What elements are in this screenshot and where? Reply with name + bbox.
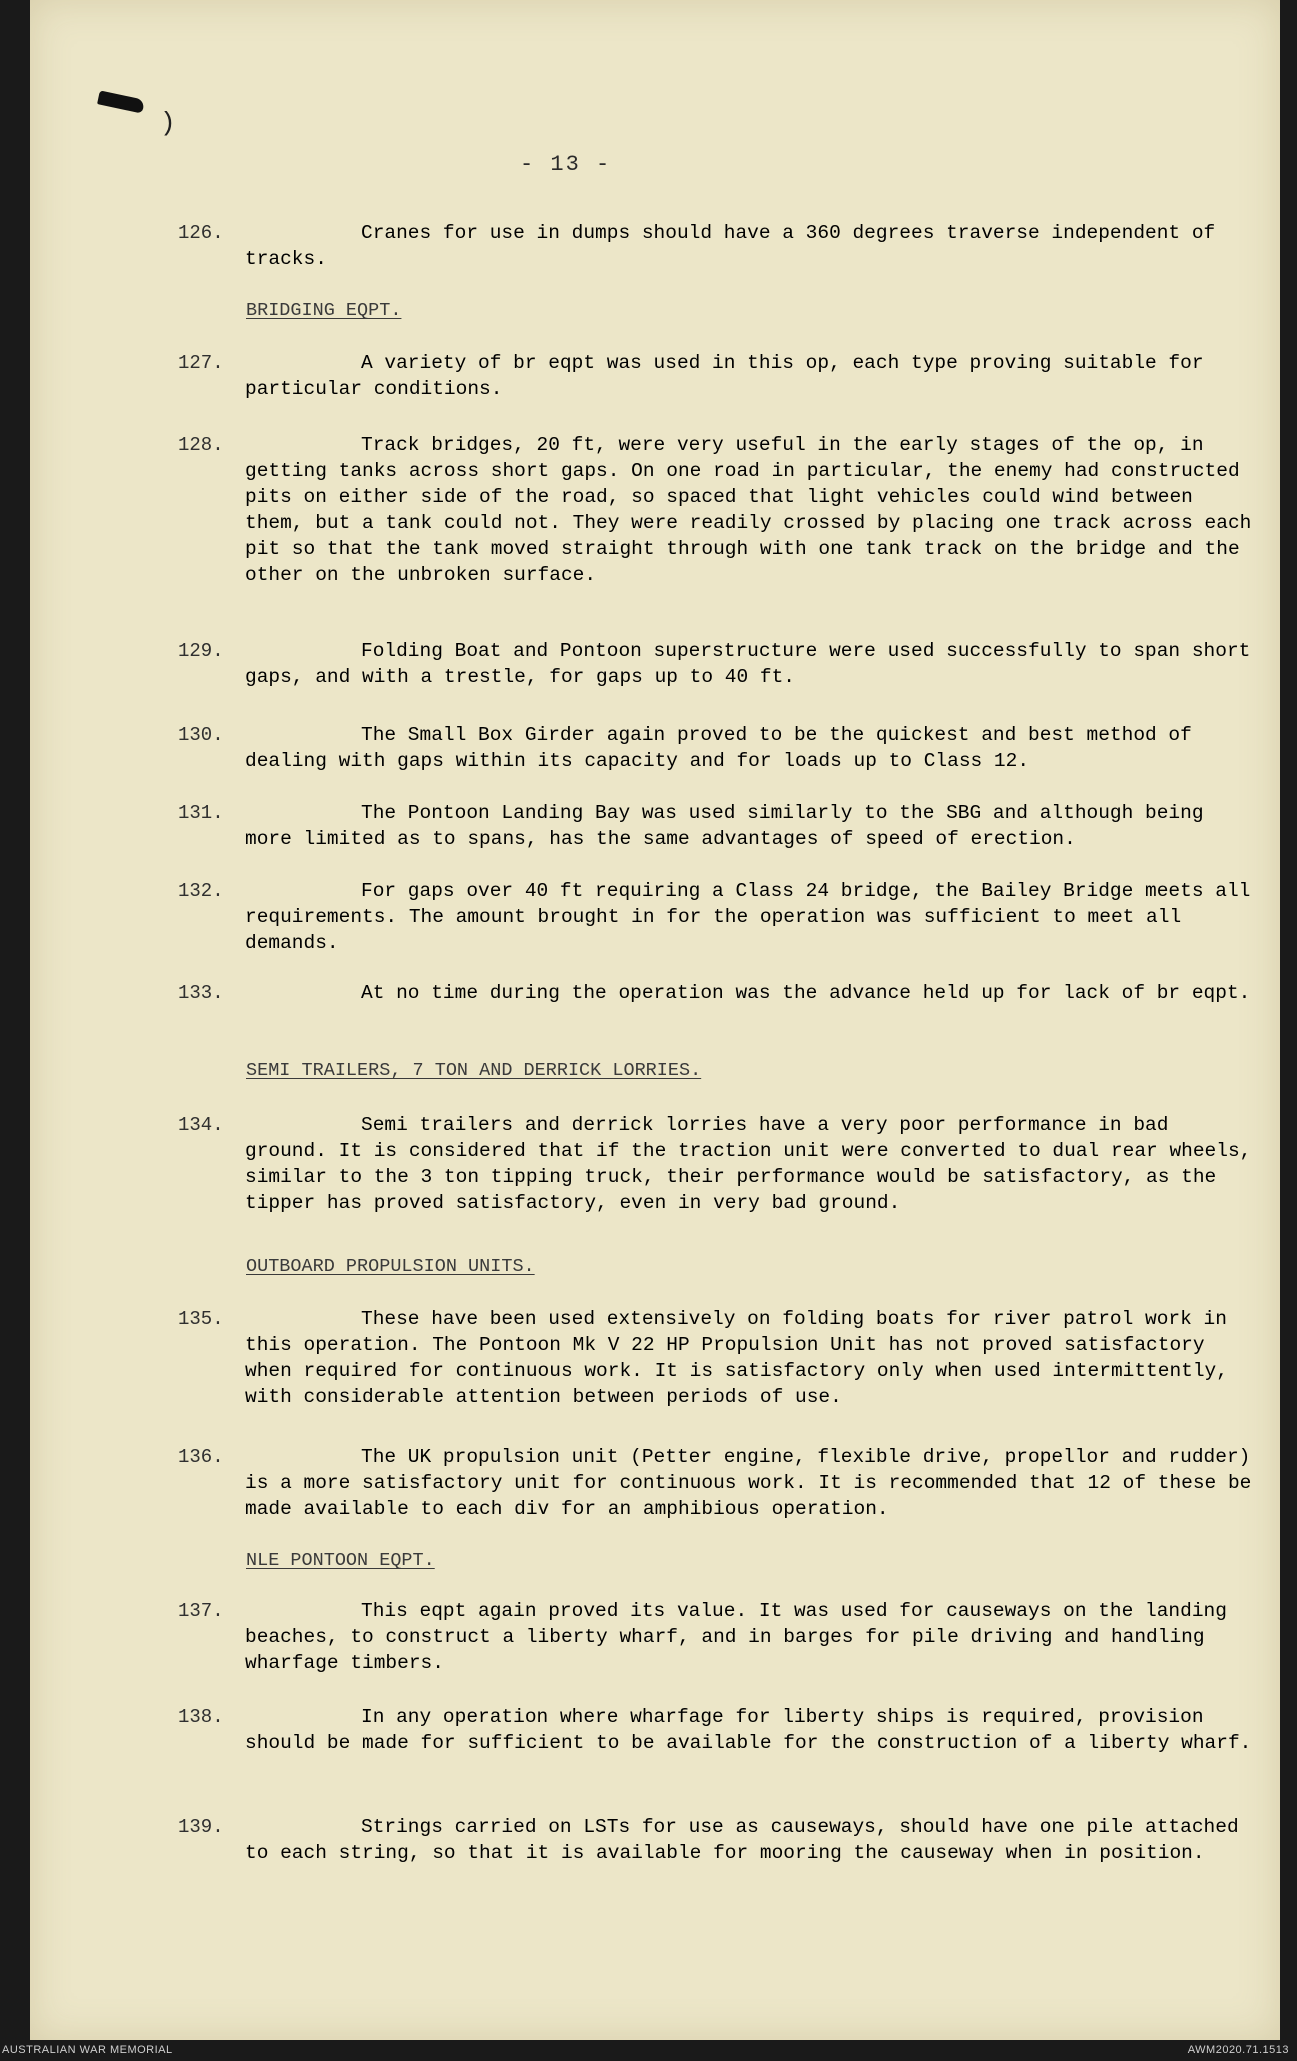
footer-institution: AUSTRALIAN WAR MEMORIAL — [2, 2044, 173, 2056]
paragraph-number: 126. — [178, 222, 224, 244]
paragraph-number: 129. — [178, 640, 224, 662]
paragraph-text: This eqpt again proved its value. It was used for causeways on the landing beaches, to construct a liberty wharf, and in barges for pile driving and handling wharfage timbers. — [245, 1600, 1227, 1674]
paragraph-text: The Pontoon Landing Bay was used similarly to the SBG and although being more limited as to spans, has the same advantages of speed of erection. — [245, 802, 1204, 850]
paragraph-number: 139. — [178, 1816, 224, 1838]
paragraph-number: 127. — [178, 352, 224, 374]
paragraph-text: Cranes for use in dumps should have a 360 degrees traverse independent of tracks. — [245, 222, 1216, 270]
paragraph-text: Semi trailers and derrick lorries have a very poor performance in bad ground. It is considered that if the traction unit were converted to dual rear wheels, similar to the 3 ton tipping truck, their performance would be satisfactory, as the tipper has proved satisfactory, even in very bad ground. — [245, 1114, 1252, 1214]
paragraph-text: In any operation where wharfage for liberty ships is required, provision should be made for sufficient to be available for the construction of a liberty wharf. — [245, 1706, 1252, 1754]
paragraph-number: 131. — [178, 802, 224, 824]
paragraph-text: Strings carried on LSTs for use as causeways, should have one pile attached to each string, so that it is available for mooring the causeway when in position. — [245, 1816, 1239, 1864]
paragraph-text: A variety of br eqpt was used in this op, each type proving suitable for particular conditions. — [245, 352, 1204, 400]
document-page — [30, 0, 1280, 2040]
paragraph-number: 137. — [178, 1600, 224, 1622]
paragraph-text: For gaps over 40 ft requiring a Class 24 bridge, the Bailey Bridge meets all requirements. The amount brought in for the operation was sufficient to meet all demands. — [245, 880, 1251, 954]
paragraph-text: The Small Box Girder again proved to be the quickest and best method of dealing with gaps within its capacity and for loads up to Class 12. — [245, 724, 1192, 772]
section-heading-semi-trailers: SEMI TRAILERS, 7 TON AND DERRICK LORRIES. — [246, 1060, 702, 1081]
section-heading-outboard: OUTBOARD PROPULSION UNITS. — [246, 1256, 535, 1277]
paragraph-text: At no time during the operation was the advance held up for lack of br eqpt. — [361, 982, 1251, 1004]
paragraph-text: Folding Boat and Pontoon superstructure were used successfully to span short gaps, and with a trestle, for gaps up to 40 ft. — [245, 640, 1251, 688]
binder-mark-tail: ) — [160, 108, 176, 138]
footer-accession-number: AWM2020.71.1513 — [1187, 2044, 1289, 2056]
paragraph-number: 138. — [178, 1706, 224, 1728]
page-number: - 13 - — [520, 152, 612, 177]
binder-mark — [97, 90, 145, 113]
section-heading-nle-pontoon: NLE PONTOON EQPT. — [246, 1550, 435, 1571]
section-heading-bridging: BRIDGING EQPT. — [246, 300, 402, 321]
paragraph-number: 134. — [178, 1114, 224, 1136]
paragraph-number: 135. — [178, 1308, 224, 1330]
paragraph-number: 128. — [178, 434, 224, 456]
paragraph-text: These have been used extensively on folding boats for river patrol work in this operation. The Pontoon Mk V 22 HP Propulsion Unit has not proved satisfactory when required for continuous work. It is satisfactory only when used intermittently, with considerable attention between periods of use. — [245, 1308, 1228, 1408]
paragraph-text: The UK propulsion unit (Petter engine, flexible drive, propellor and rudder) is a more satisfactory unit for continuous work. It is recommended that 12 of these be made available to each div for an amphibious operation. — [245, 1446, 1252, 1520]
paragraph-number: 133. — [178, 982, 224, 1004]
paragraph-number: 136. — [178, 1446, 224, 1468]
paragraph-number: 130. — [178, 724, 224, 746]
paragraph-number: 132. — [178, 880, 224, 902]
paragraph-text: Track bridges, 20 ft, were very useful in the early stages of the op, in getting tanks across short gaps. On one road in particular, the enemy had constructed pits on either side of the road, so spaced that light vehicles could wind between them, but a tank could not. They were readily crossed by placing one track across each pit so that the tank moved straight through with one tank track on the bridge and the other on the unbroken surface. — [245, 434, 1252, 586]
